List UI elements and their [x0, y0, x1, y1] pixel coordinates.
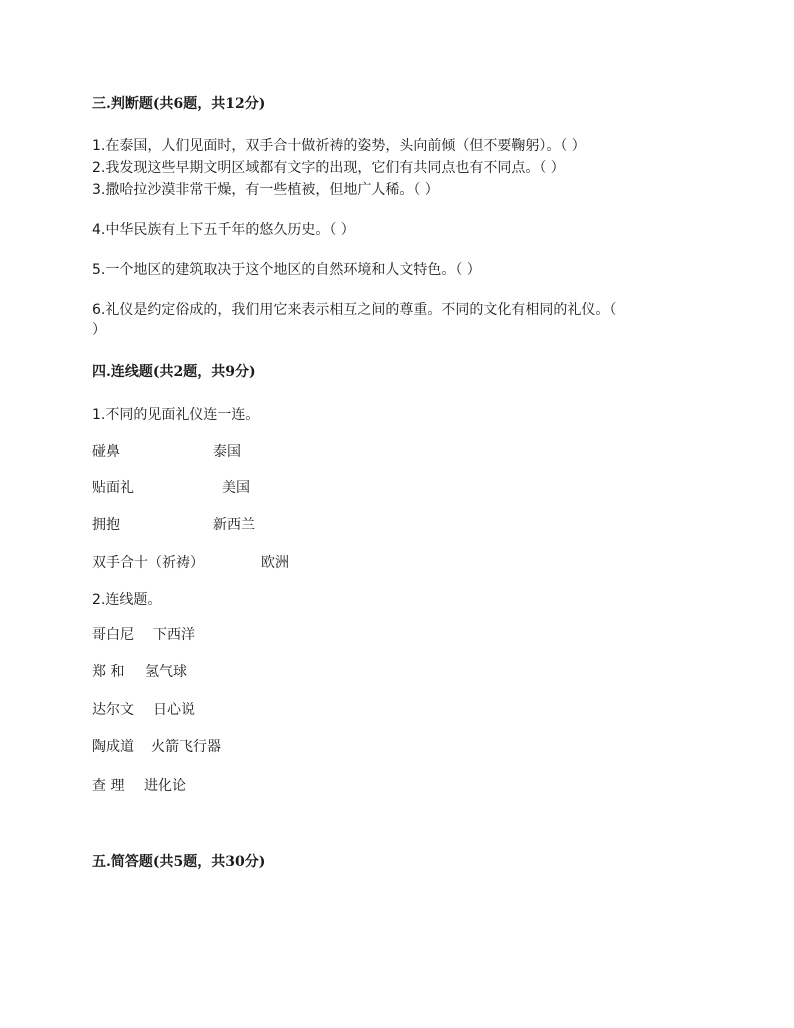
match-q2-prompt: 2.连线题。: [92, 592, 162, 608]
section-3-title: 三.判断题(共6题，共12分): [92, 96, 266, 112]
match-q1-right-1: 泰国: [213, 444, 241, 460]
judge-item-6: 6.礼仪是约定俗成的，我们用它来表示相互之间的尊重。不同的文化有相同的礼仪。（: [92, 302, 617, 318]
judge-item-5: 5.一个地区的建筑取决于这个地区的自然环境和人文特色。（ ）: [92, 262, 481, 278]
section-4-title: 四.连线题(共2题，共9分): [92, 364, 256, 380]
match-q1-right-2: 美国: [222, 480, 250, 496]
match-q1-right-3: 新西兰: [213, 517, 255, 533]
judge-item-2: 2.我发现这些早期文明区域都有文字的出现，它们有共同点也有不同点。（ ）: [92, 160, 565, 176]
match-q2-item-4: 火箭飞行器: [151, 739, 221, 755]
match-q1-left-4: 双手合十（祈祷）: [92, 555, 204, 571]
match-q1-left-2: 贴面礼: [92, 480, 134, 496]
judge-item-4: 4.中华民族有上下五千年的悠久历史。（ ）: [92, 222, 355, 238]
match-q2-name-3: 达尔文: [92, 702, 134, 718]
judge-item-3: 3.撒哈拉沙漠非常干燥，有一些植被，但地广人稀。（ ）: [92, 182, 439, 198]
match-q2-item-1: 下西洋: [153, 627, 195, 643]
match-q1-prompt: 1.不同的见面礼仪连一连。: [92, 407, 260, 423]
match-q2-item-3: 日心说: [153, 702, 195, 718]
match-q2-item-2: 氢气球: [145, 664, 187, 680]
match-q2-name-1: 哥白尼: [92, 627, 134, 643]
match-q2-name-4: 陶成道: [92, 739, 134, 755]
match-q1-left-3: 拥抱: [92, 517, 120, 533]
section-5-title: 五.简答题(共5题，共30分): [92, 854, 266, 870]
match-q1-left-1: 碰鼻: [92, 444, 120, 460]
judge-item-6-continuation: ）: [92, 322, 106, 338]
match-q2-name-2: 郑 和: [92, 664, 125, 680]
match-q1-right-4: 欧洲: [261, 555, 289, 571]
judge-item-1: 1.在泰国，人们见面时，双手合十做祈祷的姿势，头向前倾（但不要鞠躬）。（ ）: [92, 138, 586, 154]
match-q2-item-5: 进化论: [144, 778, 186, 794]
match-q2-name-5: 查 理: [92, 778, 125, 794]
